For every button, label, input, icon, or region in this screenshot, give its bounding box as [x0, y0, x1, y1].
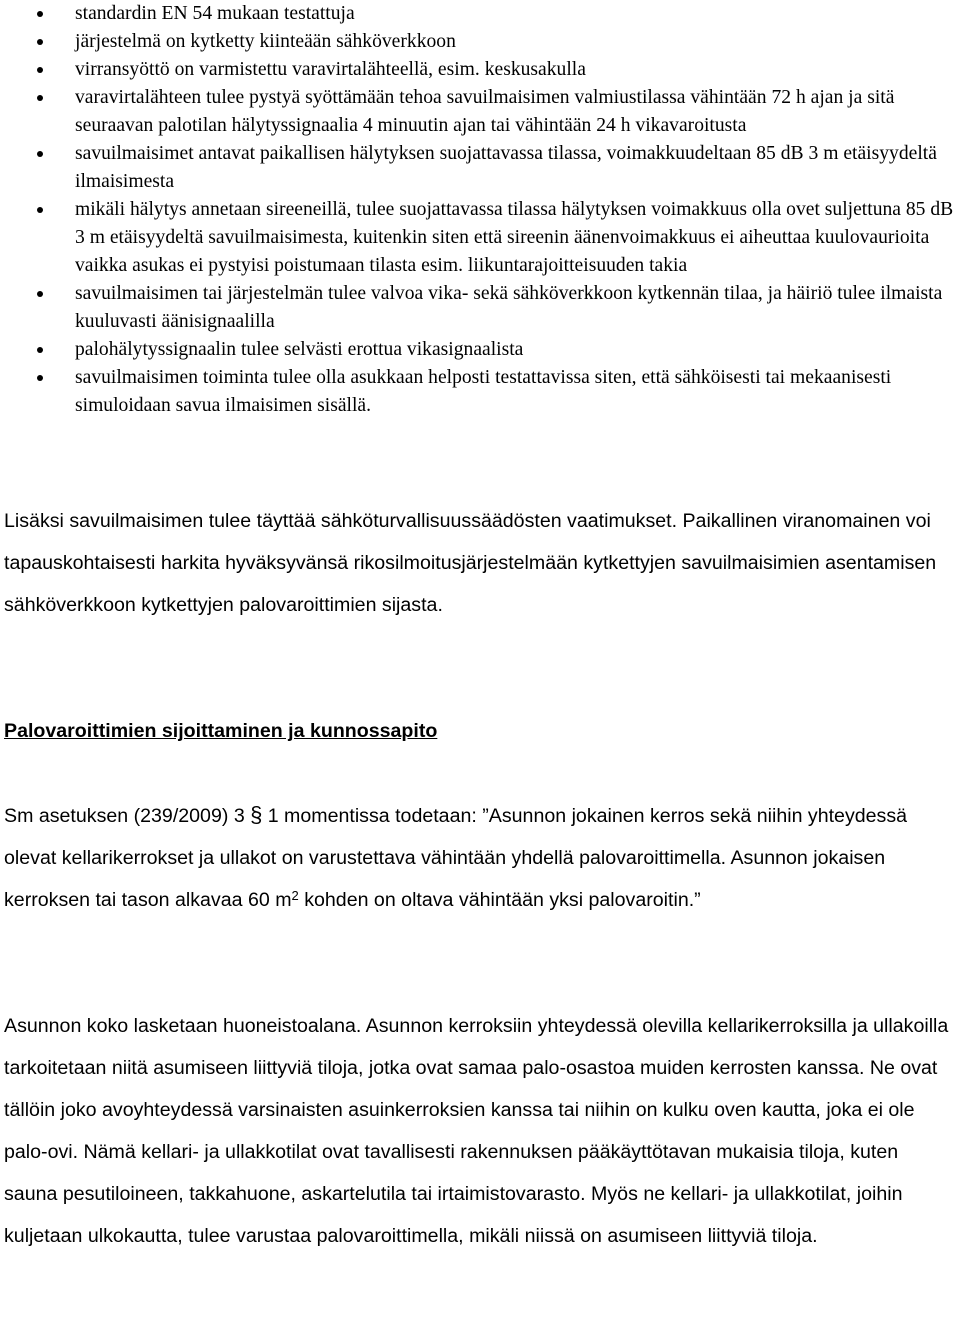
list-item-text: savuilmaisimen toiminta tulee olla asukkaan helposti testattavissa siten, että sähköisesti tai mekaanisesti simuloidaan savua ilmaisimen sisällä.	[75, 367, 892, 416]
safety-regulations-paragraph: Lisäksi savuilmaisimen tulee täyttää sähköturvallisuussäädösten vaatimukset. Paikallinen viranomainen voi tapauskohtaisesti harkita hyväksyvänsä rikosilmoitusjärjestelmään kytkettyjen savuilmaisimien asentamisen sähköverkkoon kytkettyjen palovaroittimien sijasta.	[4, 510, 937, 616]
list-item	[0, 84, 960, 140]
list-item	[0, 140, 960, 196]
list-item-text: palohälytyssignaalin tulee selvästi erottua vikasignaalista	[75, 339, 524, 360]
decree-text-part3: kohden on oltava vähintään yksi palovaroitin.”	[298, 889, 701, 911]
bullet-dot-icon	[37, 207, 43, 213]
floor-area-paragraph: Asunnon koko lasketaan huoneistoalana. Asunnon kerroksiin yhteydessä olevilla kellarikerroksilla ja ullakoilla tarkoitetaan niitä asumiseen liittyviä tiloja, jotka ovat samaa palo-osastoa muiden kerrosten kanssa. Ne ovat tällöin joko avoyhteydessä varsinaisten asuinkerroksien kanssa tai niihin on kulku oven kautta, joka ei ole palo-ovi. Nämä kellari- ja ullakkotilat ovat tavallisesti rakennuksen pääkäyttötavan mukaisia tiloja, kuten sauna pesutiloineen, takkahuone, askartelutila tai irtaimistovarasto. Myös ne kellari- ja ullakkotilat, joihin kuljetaan ulkokautta, tulee varustaa palovaroittimella, mikäli niissä on asumiseen liittyviä tiloja.	[4, 1015, 949, 1247]
bullet-dot-icon	[37, 67, 43, 73]
list-item-text: varavirtalähteen tulee pystyä syöttämään tehoa savuilmaisimen valmiustilassa vähintään 72 h ajan ja sitä seuraavan palotilan hälytyssignaalia 4 minuutin ajan tai vähintään 24 h vikavaroitusta	[75, 87, 895, 136]
decree-text-part2: 1 momentissa todetaan: ”Asunnon jokainen kerros sekä niihin yhteydessä olevat kellarikerrokset ja ullakot on varustettava vähintään yhdellä palovaroittimella. Asunnon jokaisen kerroksen tai tason alkavaa 60 m	[4, 805, 908, 911]
bullet-dot-icon	[37, 291, 43, 297]
section-symbol: §	[250, 802, 263, 827]
bullet-dot-icon	[37, 151, 43, 157]
list-item	[0, 28, 960, 56]
square-meter-superscript: 2	[291, 888, 299, 903]
list-item	[0, 196, 960, 280]
decree-quote-paragraph	[4, 794, 954, 921]
list-item-text: standardin EN 54 mukaan testattuja	[75, 3, 355, 24]
list-item	[0, 280, 960, 336]
decree-text-part1: Sm asetuksen (239/2009) 3	[4, 805, 251, 827]
bullet-dot-icon	[37, 11, 43, 17]
list-item-text: savuilmaisimen tai järjestelmän tulee valvoa vika- sekä sähköverkkoon kytkennän tilaa, ja häiriö tulee ilmaista kuuluvasti äänisignaalilla	[75, 283, 943, 332]
list-item	[0, 336, 960, 364]
list-item-text: virransyöttö on varmistettu varavirtalähteellä, esim. keskusakulla	[75, 59, 586, 80]
list-item-text: mikäli hälytys annetaan sireeneillä, tulee suojattavassa tilassa hälytyksen voimakkuus olla ovet suljettuna 85 dB 3 m etäisyydeltä savuilmaisimesta, kuitenkin siten että sireenin äänenvoimakkuus ei aiheuttaa kuulovaurioita vaikka asukas ei pystyisi poistumaan tilasta esim. liikuntarajoitteisuuden takia	[75, 199, 954, 276]
list-item	[0, 56, 960, 84]
requirements-bullet-list	[0, 0, 960, 420]
bullet-dot-icon	[37, 39, 43, 45]
list-item	[0, 364, 960, 420]
bullet-dot-icon	[37, 375, 43, 381]
section-heading: Palovaroittimien sijoittaminen ja kunnossapito	[4, 720, 438, 742]
bullet-dot-icon	[37, 347, 43, 353]
bullet-dot-icon	[37, 95, 43, 101]
list-item-text: savuilmaisimet antavat paikallisen hälytyksen suojattavassa tilassa, voimakkuudeltaan 85 dB 3 m etäisyydeltä ilmaisimesta	[75, 143, 937, 192]
list-item-text: järjestelmä on kytketty kiinteään sähköverkkoon	[75, 31, 456, 52]
list-item	[0, 0, 960, 28]
